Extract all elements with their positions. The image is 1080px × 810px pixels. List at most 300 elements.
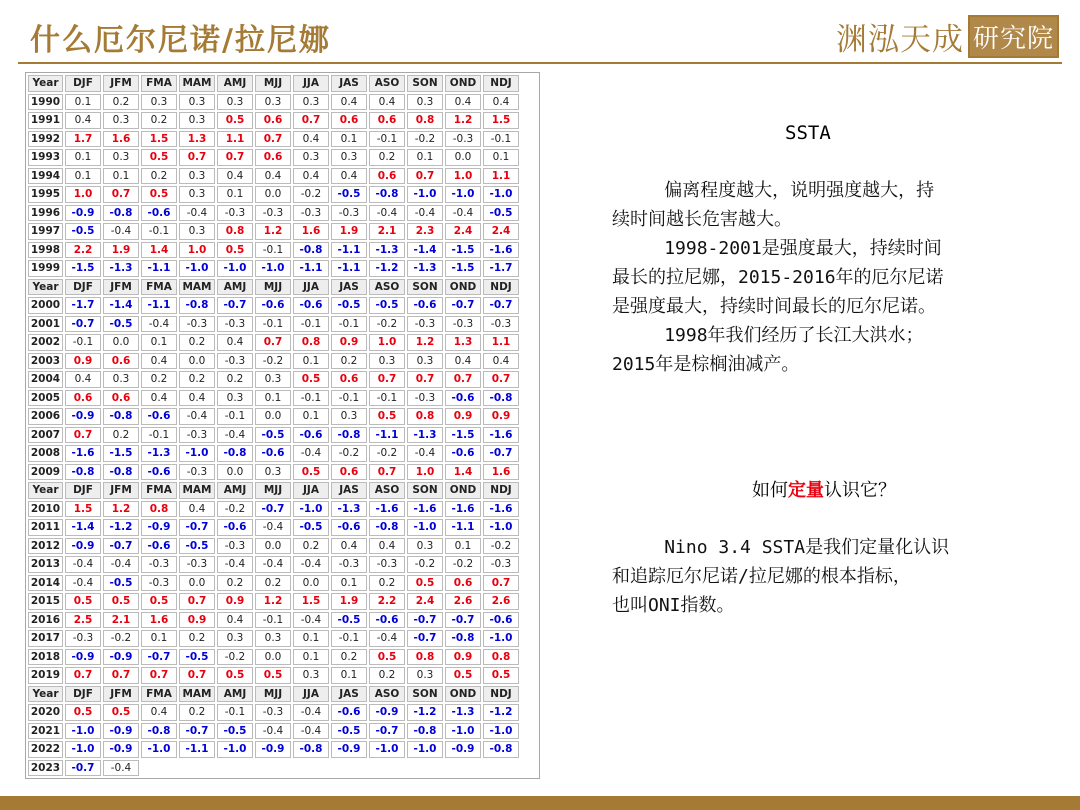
column-header: JAS: [331, 75, 367, 92]
value-cell: -1.3: [141, 445, 177, 462]
ssta-title: SSTA: [785, 122, 831, 144]
value-cell: -0.3: [293, 205, 329, 222]
value-cell: 2.3: [407, 223, 443, 240]
value-cell: -0.3: [331, 556, 367, 573]
value-cell: -0.7: [407, 630, 443, 647]
value-cell: -0.8: [141, 723, 177, 740]
value-cell: 0.2: [255, 575, 291, 592]
value-cell: 2.1: [369, 223, 405, 240]
value-cell: -0.8: [331, 427, 367, 444]
value-cell: 0.7: [483, 575, 519, 592]
value-cell: 0.3: [217, 94, 253, 111]
column-header: FMA: [141, 482, 177, 499]
value-cell: -0.2: [445, 556, 481, 573]
value-cell: -0.3: [445, 131, 481, 148]
value-cell: 1.6: [141, 612, 177, 629]
value-cell: -1.0: [407, 741, 443, 758]
value-cell: -0.8: [369, 186, 405, 203]
value-cell: -0.4: [369, 205, 405, 222]
value-cell: 0.5: [217, 667, 253, 684]
column-header: AMJ: [217, 686, 253, 703]
value-cell: -0.8: [445, 630, 481, 647]
value-cell: -0.6: [445, 390, 481, 407]
value-cell: -1.3: [369, 242, 405, 259]
value-cell: -0.4: [293, 723, 329, 740]
value-cell: -0.1: [293, 316, 329, 333]
table-header-row: [28, 686, 519, 703]
value-cell: -1.7: [483, 260, 519, 277]
table-row: [28, 149, 519, 166]
value-cell: 0.2: [179, 371, 215, 388]
value-cell: 0.1: [445, 538, 481, 555]
value-cell: 0.2: [331, 353, 367, 370]
value-cell: -1.2: [369, 260, 405, 277]
value-cell: 0.7: [217, 149, 253, 166]
year-cell: 1997: [28, 223, 63, 240]
question-prefix: 如何: [752, 480, 788, 501]
para1-line2: 续时间越长危害越大。: [612, 209, 792, 230]
value-cell: 0.9: [331, 334, 367, 351]
value-cell: 1.4: [141, 242, 177, 259]
para3-line2: 2015年是棕榈油减产。: [612, 354, 800, 375]
year-cell: 1991: [28, 112, 63, 129]
value-cell: 0.2: [141, 112, 177, 129]
value-cell: 0.3: [179, 223, 215, 240]
value-cell: -1.0: [483, 519, 519, 536]
value-cell: 0.7: [65, 667, 101, 684]
column-header: JJA: [293, 686, 329, 703]
value-cell: 0.6: [255, 149, 291, 166]
value-cell: -0.2: [369, 316, 405, 333]
value-cell: -1.5: [445, 427, 481, 444]
value-cell: 0.6: [369, 112, 405, 129]
value-cell: -0.1: [331, 390, 367, 407]
column-header: SON: [407, 686, 443, 703]
value-cell: 0.4: [369, 94, 405, 111]
table-row: [28, 704, 519, 721]
nino-line2: 和追踪厄尔尼诺/拉尼娜的根本指标，: [612, 566, 911, 587]
table-row: [28, 760, 519, 777]
column-header: NDJ: [483, 686, 519, 703]
table-row: [28, 131, 519, 148]
value-cell: -1.0: [217, 260, 253, 277]
value-cell: 0.6: [331, 464, 367, 481]
value-cell: 0.6: [255, 112, 291, 129]
value-cell: 0.5: [65, 704, 101, 721]
column-header: JFM: [103, 75, 139, 92]
value-cell: -0.4: [179, 205, 215, 222]
value-cell: -0.3: [331, 205, 367, 222]
value-cell: -0.9: [369, 704, 405, 721]
value-cell: 0.6: [103, 353, 139, 370]
column-header: JJA: [293, 279, 329, 296]
value-cell: 0.6: [65, 390, 101, 407]
value-cell: 0.3: [331, 408, 367, 425]
value-cell: 0.5: [141, 593, 177, 610]
value-cell: -1.6: [445, 501, 481, 518]
year-cell: 2004: [28, 371, 63, 388]
year-cell: 2007: [28, 427, 63, 444]
value-cell: -0.8: [293, 242, 329, 259]
value-cell: -0.4: [103, 556, 139, 573]
value-cell: -1.6: [483, 501, 519, 518]
value-cell: 1.9: [331, 593, 367, 610]
value-cell: 2.4: [407, 593, 443, 610]
value-cell: -1.1: [293, 260, 329, 277]
value-cell: -0.1: [255, 316, 291, 333]
value-cell: 0.0: [255, 186, 291, 203]
value-cell: -1.0: [65, 723, 101, 740]
column-header: DJF: [65, 279, 101, 296]
year-cell: 2001: [28, 316, 63, 333]
value-cell: -0.9: [445, 741, 481, 758]
value-cell: 0.1: [293, 649, 329, 666]
value-cell: -1.3: [407, 427, 443, 444]
table-row: [28, 390, 519, 407]
value-cell: 0.4: [483, 353, 519, 370]
value-cell: 0.2: [369, 575, 405, 592]
value-cell: 0.0: [293, 575, 329, 592]
value-cell: -0.6: [331, 519, 367, 536]
value-cell: -0.5: [331, 723, 367, 740]
year-cell: 2005: [28, 390, 63, 407]
value-cell: -0.2: [369, 445, 405, 462]
value-cell: -0.4: [255, 556, 291, 573]
year-cell: 2016: [28, 612, 63, 629]
table-row: [28, 445, 519, 462]
column-header: FMA: [141, 279, 177, 296]
value-cell: 0.2: [217, 371, 253, 388]
column-header: FMA: [141, 686, 177, 703]
column-header: AMJ: [217, 482, 253, 499]
value-cell: -0.4: [255, 519, 291, 536]
value-cell: -1.3: [445, 704, 481, 721]
column-header: ASO: [369, 75, 405, 92]
value-cell: -1.1: [141, 297, 177, 314]
value-cell: 1.0: [369, 334, 405, 351]
value-cell: 0.2: [369, 667, 405, 684]
year-cell: 2009: [28, 464, 63, 481]
value-cell: 0.3: [103, 149, 139, 166]
value-cell: -0.5: [103, 575, 139, 592]
value-cell: 0.5: [141, 186, 177, 203]
year-cell: 1995: [28, 186, 63, 203]
year-cell: 2011: [28, 519, 63, 536]
table-row: [28, 316, 519, 333]
value-cell: -0.1: [255, 612, 291, 629]
column-header: OND: [445, 686, 481, 703]
column-header: SON: [407, 75, 443, 92]
value-cell: 2.5: [65, 612, 101, 629]
value-cell: -0.2: [103, 630, 139, 647]
value-cell: 0.1: [407, 149, 443, 166]
column-header: ASO: [369, 482, 405, 499]
column-header: JAS: [331, 482, 367, 499]
value-cell: -0.8: [293, 741, 329, 758]
value-cell: 0.7: [103, 186, 139, 203]
table-row: [28, 556, 519, 573]
value-cell: 0.3: [407, 667, 443, 684]
para3-line1: 1998年我们经历了长江大洪水；: [664, 325, 924, 346]
value-cell: 0.7: [255, 334, 291, 351]
value-cell: 0.0: [445, 149, 481, 166]
year-cell: 1990: [28, 94, 63, 111]
year-cell: 2013: [28, 556, 63, 573]
value-cell: -0.2: [483, 538, 519, 555]
value-cell: 0.9: [217, 593, 253, 610]
value-cell: -0.5: [255, 427, 291, 444]
value-cell: 0.7: [179, 149, 215, 166]
value-cell: -1.4: [65, 519, 101, 536]
value-cell: 0.3: [293, 149, 329, 166]
value-cell: -0.8: [217, 445, 253, 462]
value-cell: -0.7: [483, 297, 519, 314]
column-header: SON: [407, 279, 443, 296]
value-cell: 0.4: [217, 168, 253, 185]
value-cell: 0.0: [255, 538, 291, 555]
value-cell: 1.6: [103, 131, 139, 148]
value-cell: 0.2: [141, 168, 177, 185]
value-cell: -0.3: [407, 316, 443, 333]
value-cell: -1.0: [483, 186, 519, 203]
value-cell: -0.1: [369, 390, 405, 407]
column-header: NDJ: [483, 75, 519, 92]
value-cell: 0.4: [331, 538, 367, 555]
value-cell: -0.7: [217, 297, 253, 314]
value-cell: -0.6: [255, 445, 291, 462]
value-cell: -0.3: [179, 427, 215, 444]
value-cell: -1.6: [369, 501, 405, 518]
value-cell: 0.8: [407, 408, 443, 425]
value-cell: -0.3: [483, 556, 519, 573]
value-cell: 0.2: [369, 149, 405, 166]
question-highlight: 定量: [788, 480, 824, 501]
value-cell: 2.2: [65, 242, 101, 259]
value-cell: -0.3: [217, 538, 253, 555]
table-row: [28, 593, 519, 610]
value-cell: 0.0: [179, 575, 215, 592]
value-cell: -1.1: [331, 242, 367, 259]
value-cell: -0.5: [483, 205, 519, 222]
value-cell: 0.6: [103, 390, 139, 407]
year-cell: 2023: [28, 760, 63, 777]
footer-bar: [0, 796, 1080, 810]
column-header: OND: [445, 75, 481, 92]
value-cell: 0.3: [331, 149, 367, 166]
value-cell: -0.1: [141, 427, 177, 444]
value-cell: -0.4: [445, 205, 481, 222]
year-cell: 2014: [28, 575, 63, 592]
value-cell: 0.3: [293, 94, 329, 111]
value-cell: 1.2: [407, 334, 443, 351]
value-cell: 1.5: [483, 112, 519, 129]
value-cell: -1.0: [179, 445, 215, 462]
value-cell: -0.9: [65, 205, 101, 222]
value-cell: -0.1: [369, 131, 405, 148]
column-header: DJF: [65, 482, 101, 499]
value-cell: -0.3: [65, 630, 101, 647]
value-cell: 0.5: [293, 464, 329, 481]
value-cell: 0.1: [331, 667, 367, 684]
value-cell: -0.4: [293, 445, 329, 462]
value-cell: 0.3: [217, 630, 253, 647]
value-cell: 0.3: [103, 371, 139, 388]
value-cell: 1.0: [65, 186, 101, 203]
column-header: MJJ: [255, 482, 291, 499]
value-cell: 0.7: [369, 371, 405, 388]
value-cell: -0.8: [103, 205, 139, 222]
column-header: MAM: [179, 482, 215, 499]
table-row: [28, 112, 519, 129]
value-cell: 0.8: [407, 112, 443, 129]
nino-line1: Nino 3.4 SSTA是我们定量化认识: [664, 537, 950, 558]
value-cell: 0.4: [331, 168, 367, 185]
value-cell: -0.6: [217, 519, 253, 536]
table-row: [28, 667, 519, 684]
table-row: [28, 519, 519, 536]
value-cell: 0.4: [293, 168, 329, 185]
value-cell: -1.0: [483, 630, 519, 647]
year-cell: 2000: [28, 297, 63, 314]
value-cell: 0.5: [103, 704, 139, 721]
column-header: JFM: [103, 686, 139, 703]
value-cell: -0.9: [331, 741, 367, 758]
column-header: JJA: [293, 482, 329, 499]
value-cell: -0.5: [369, 297, 405, 314]
column-header: JAS: [331, 279, 367, 296]
value-cell: 2.1: [103, 612, 139, 629]
value-cell: 0.2: [179, 334, 215, 351]
year-cell: 1996: [28, 205, 63, 222]
value-cell: 0.3: [407, 538, 443, 555]
value-cell: -0.4: [255, 723, 291, 740]
value-cell: -0.1: [331, 630, 367, 647]
value-cell: 0.0: [179, 353, 215, 370]
value-cell: 1.2: [103, 501, 139, 518]
value-cell: 0.1: [141, 630, 177, 647]
value-cell: -0.8: [65, 464, 101, 481]
value-cell: 2.2: [369, 593, 405, 610]
value-cell: 2.6: [445, 593, 481, 610]
value-cell: -0.6: [255, 297, 291, 314]
value-cell: -0.3: [217, 353, 253, 370]
value-cell: 0.5: [217, 112, 253, 129]
value-cell: -0.7: [369, 723, 405, 740]
value-cell: -0.4: [65, 556, 101, 573]
value-cell: -1.0: [483, 723, 519, 740]
value-cell: 0.1: [217, 186, 253, 203]
table-row: [28, 612, 519, 629]
value-cell: -1.3: [407, 260, 443, 277]
column-header: MAM: [179, 686, 215, 703]
value-cell: -0.8: [103, 464, 139, 481]
table-row: [28, 94, 519, 111]
table-row: [28, 297, 519, 314]
year-cell: 2002: [28, 334, 63, 351]
column-header: NDJ: [483, 482, 519, 499]
value-cell: -0.7: [255, 501, 291, 518]
value-cell: 0.2: [331, 649, 367, 666]
table-row: [28, 464, 519, 481]
value-cell: -0.6: [293, 427, 329, 444]
table-row: [28, 260, 519, 277]
value-cell: 0.8: [483, 649, 519, 666]
value-cell: -0.3: [141, 556, 177, 573]
value-cell: -0.5: [331, 612, 367, 629]
table-header-row: [28, 279, 519, 296]
value-cell: 0.1: [103, 168, 139, 185]
value-cell: 0.5: [65, 593, 101, 610]
column-header: MJJ: [255, 279, 291, 296]
value-cell: 0.4: [217, 612, 253, 629]
value-cell: -0.4: [293, 556, 329, 573]
value-cell: 0.8: [293, 334, 329, 351]
value-cell: 0.2: [103, 94, 139, 111]
value-cell: 0.4: [445, 353, 481, 370]
value-cell: 0.4: [445, 94, 481, 111]
table-row: [28, 630, 519, 647]
column-header: MAM: [179, 279, 215, 296]
para1-line1: 偏离程度越大，说明强度越大，持: [664, 180, 935, 201]
value-cell: 0.1: [293, 630, 329, 647]
value-cell: -0.5: [179, 649, 215, 666]
value-cell: 0.2: [179, 630, 215, 647]
value-cell: -1.5: [103, 445, 139, 462]
column-header: FMA: [141, 75, 177, 92]
value-cell: -0.9: [103, 649, 139, 666]
page-title: 什么厄尔尼诺/拉尼娜: [30, 23, 331, 58]
table-row: [28, 186, 519, 203]
column-header: AMJ: [217, 75, 253, 92]
year-cell: 1992: [28, 131, 63, 148]
value-cell: -1.1: [331, 260, 367, 277]
value-cell: 0.3: [179, 168, 215, 185]
value-cell: -1.0: [217, 741, 253, 758]
value-cell: -1.5: [445, 260, 481, 277]
value-cell: -0.8: [179, 297, 215, 314]
value-cell: -1.0: [255, 260, 291, 277]
value-cell: 0.4: [369, 538, 405, 555]
value-cell: -1.0: [445, 723, 481, 740]
value-cell: -1.0: [407, 186, 443, 203]
oni-table: [26, 73, 521, 778]
value-cell: 0.5: [103, 593, 139, 610]
value-cell: 0.1: [255, 390, 291, 407]
value-cell: -0.4: [141, 316, 177, 333]
value-cell: 0.7: [255, 131, 291, 148]
value-cell: -1.5: [445, 242, 481, 259]
value-cell: -0.9: [65, 408, 101, 425]
value-cell: 0.4: [293, 131, 329, 148]
value-cell: -0.6: [407, 297, 443, 314]
value-cell: 0.0: [255, 408, 291, 425]
value-cell: -0.4: [369, 630, 405, 647]
value-cell: 0.4: [255, 168, 291, 185]
value-cell: -1.4: [407, 242, 443, 259]
value-cell: 1.4: [445, 464, 481, 481]
value-cell: -0.7: [407, 612, 443, 629]
value-cell: -0.1: [65, 334, 101, 351]
value-cell: -0.7: [483, 445, 519, 462]
value-cell: 0.7: [65, 427, 101, 444]
table-row: [28, 223, 519, 240]
value-cell: -1.0: [407, 519, 443, 536]
value-cell: 1.6: [293, 223, 329, 240]
value-cell: 0.3: [103, 112, 139, 129]
column-header: JFM: [103, 482, 139, 499]
column-header: ASO: [369, 279, 405, 296]
value-cell: 0.0: [217, 464, 253, 481]
